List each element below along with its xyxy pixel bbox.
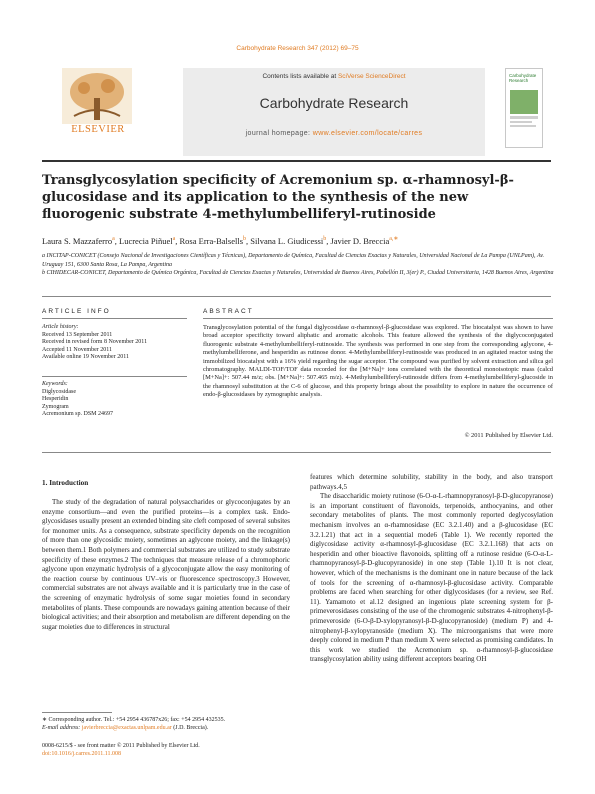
divider <box>203 318 553 319</box>
issn-line: 0008-6215/$ - see front matter © 2011 Published by Elsevier Ltd. <box>42 743 200 749</box>
author-affil-mark[interactable]: b <box>323 236 327 242</box>
contents-line <box>183 73 485 80</box>
homepage-prefix: journal homepage: <box>245 130 313 137</box>
journal-name: Carbohydrate Research <box>259 95 409 111</box>
keyword: Zymogram <box>42 403 69 410</box>
article-title: Transglycosylation specificity of Acremonium sp. α-rhamnosyl-β-glucosidase and its application to the synthesis of the new fluorogenic substrate 4-methylumbelliferyl-rutinoside <box>42 173 514 222</box>
body-column-left <box>42 498 290 632</box>
article-info-heading: ARTICLE INFO <box>42 308 111 315</box>
author-affil-mark[interactable]: a,∗ <box>389 236 399 242</box>
paragraph: The disaccharidic moiety rutinose (6-O-α-L-rhamnopyranosyl-β-D-glucopyranose) is an important constituent of flavonoids, terpenoids, anthocyanins, and other secondary metabolites of plants. The most commonly reported deglycosylation mechanism involves an α-rhamnosidase (EC 3.2.1.40) and a β-glucosidase (EC 3.2.1.21) that act in a sequential mode6 (Table 1). We recently reported the diglycosidase activity α-rhamnosyl-β-glucosidase (EC 3.2.1.168) that acts on hesperidin and other bioactive flavonoids, splitting off a rutinose residue (6-O-α-L-rhamnopyranosyl-β-D-glucopyranoside) in one step (Table 1).10 It is not clear, however, which of the mechanisms is the dominant one in nature because of the lack of tools for the screening of α-rhamnosyl-β-glucosidase activity. Comparable problems are faced when searching for other diglycosidases (for a review, see Ref. 11). Yamamoto et al.12 designed an ingenious plate screening system for β-primeverosidases consisting of the use of the chromogenic substrates 4-nitrophenyl-β-primeveroside (6-O-β-D-xylopyranosyl-β-D-glucopyranoside) (medium P) and 4-nitrophenyl-β-xylopyranoside (medium X). The microorganisms that were more deeply colored in medium P than medium X were selected as promising candidates. In this work we studied the Acremonium sp. α-rhamnosyl-β-glucosidase transglycosylation ability using different acceptors bearing OH <box>310 492 553 664</box>
sciencedirect-link[interactable]: SciVerse ScienceDirect <box>337 73 406 80</box>
divider <box>42 376 187 377</box>
header-band <box>183 68 485 156</box>
keyword: Acremonium sp. DSM 24697 <box>42 411 113 418</box>
paragraph: features which determine solubility, stability in the body, and also transport pathways.4,5 <box>310 473 553 491</box>
history-item: Available online 19 November 2011 <box>42 354 129 361</box>
journal-cover <box>505 68 543 148</box>
email-label: E-mail address: <box>42 725 82 731</box>
abstract-heading: ABSTRACT <box>203 308 254 315</box>
body-column-right <box>310 473 553 665</box>
keyword: Diglycosidase <box>42 388 76 395</box>
author-list: Laura S. Mazzaferro$^a$, Lucrecia Piñuel$^a$, Rosa Erra-Balsells$^b$, Silvana L. Giudicessi$^b$, Javier D. Breccia$^{a,∗}$ <box>42 235 399 246</box>
history-item: Accepted 11 November 2011 <box>42 346 113 353</box>
email-link[interactable]: javierbreccia@exactas.unlpam.edu.ar <box>81 725 172 731</box>
author-name[interactable]: Rosa Erra-Balsells <box>179 235 244 246</box>
section-heading: 1. Introduction <box>42 479 89 487</box>
corresponding-author-note: ∗ Corresponding author. Tel.: +54 2954 436787x26; fax: +54 2954 432535. <box>42 717 226 723</box>
doi-line <box>42 750 290 758</box>
history-item: Received 13 September 2011 <box>42 331 113 338</box>
history-label: Article history: <box>42 324 79 330</box>
author-affil-mark[interactable]: b <box>243 236 247 242</box>
footnote-rule <box>42 712 112 713</box>
paragraph: The study of the degradation of natural polysaccharides or glycoconjugates by an enzyme consortium—and even the purified proteins—is a complex task. Endo-glycosidases usually present an extended binding site cleft composed of several subsites for monomer units. As a consequence, substrate specificity depends on the recognition of more than one glycosidic moiety, sometimes an aglycone moiety, and the linkage(s) between them.1 Both polymers and commercial substrates are utilized to study substrate specificity of these enzymes.2 The techniques that measure release of a chromophoric aglycone upon enzymatic hydrolysis of a glycoconjugate allow the easy monitoring of the reaction course by continuous UV–vis or fluorescence spectroscopy.3 However, commercial substrates are not always available and it is particularly true in the case of the screening of enzymatic hydrolysis of some sugar moieties found in secondary metabolites of plants. These compounds are nowadays gaining attention because of their biological activities; and their absorption and metabolism are different depending on the sugar moieties due to differences in structural <box>42 498 290 631</box>
keywords-label: Keywords: <box>42 381 68 387</box>
divider <box>42 296 551 297</box>
homepage-link[interactable]: www.elsevier.com/locate/carres <box>312 130 423 137</box>
author-affil-mark[interactable]: a <box>172 236 176 242</box>
email-suffix: (J.D. Breccia). <box>171 725 209 731</box>
affiliation: a INCITAP-CONICET (Consejo Nacional de Investigaciones Científicas y Técnicas), Departamento de Química, Facultad de Ciencias Exactas y Naturales, Universidad Nacional de La Pampa (UNLPam), Av. Uruguay 151, 6300 Santa Rosa, La Pampa, Argentina <box>42 253 544 268</box>
author-name[interactable]: Silvana L. Giudicessi <box>250 235 324 246</box>
copyright-notice: © 2011 Published by Elsevier Ltd. <box>464 432 553 439</box>
email-note <box>42 724 290 732</box>
doi-link[interactable]: doi:10.1016/j.carres.2011.11.008 <box>42 751 122 757</box>
abstract-text: Transglycosylation potential of the fungal diglycosidase α-rhamnosyl-β-glucosidase was explored. The biocatalyst was shown to have broad acceptor specificity toward aliphatic and aromatic alcohols. This feature allowed the synthesis of the diglycoconjugated fluorogenic substrate 4-methylumbelliferyl-rutinoside. The synthesis was performed in one step from the corresponding aglycone, 4-methylumbelliferone, and hesperidin as rutinose donor. 4-Methylumbelliferyl-rutinoside was produced in an agitated reactor using the immobilized biocatalyst with a 16% yield regarding the sugar acceptor. The compound was purified by solvent extraction and silica gel chromatography. MALDI-TOF/TOF data recorded for the [M+Na]+ ions correlated with the theoretical monoisotopic mass (calcd [M+Na]+: 507.44 m/z; obs. [M+Na]+: 507.465 m/z). 4-Methylumbelliferyl-rutinoside differs from 4-methylumbelliferyl-glucoside in the rhamnosyl substitution at the C-6 of glucose, and this property brings about the possibility to explore in nature the occurrence of endo-β-glucosidases by zymographic analysis. <box>203 324 553 399</box>
divider <box>42 452 551 453</box>
author-name[interactable]: Lucrecia Piñuel <box>119 235 173 246</box>
author-name[interactable]: Laura S. Mazzaferro <box>42 235 113 246</box>
cover-image <box>507 86 541 136</box>
header-rule <box>42 160 551 162</box>
article-history <box>42 324 182 362</box>
author-name[interactable]: Javier D. Breccia <box>330 235 390 246</box>
author-affil-mark[interactable]: a <box>112 236 115 242</box>
cover-title: Carbohydrate Research <box>509 73 537 83</box>
journal-reference[interactable]: Carbohydrate Research 347 (2012) 69–75 <box>236 45 359 52</box>
contents-prefix: Contents lists available at <box>262 73 338 80</box>
journal-homepage <box>183 130 485 137</box>
publisher-name: ELSEVIER <box>71 124 125 135</box>
affiliation: b CIHIDECAR-CONICET, Departamento de Química Orgánica, Facultad de Ciencias Exactas y Naturales, Universidad de Buenos Aires, Pabellón II, 3(er) P., Ciudad Universitaria, 1428 Buenos Aires, Argentina <box>42 270 554 276</box>
divider <box>42 318 187 319</box>
keywords <box>42 381 182 419</box>
history-item: Received in revised form 8 November 2011 <box>42 339 148 346</box>
keyword: Hesperidin <box>42 396 69 403</box>
